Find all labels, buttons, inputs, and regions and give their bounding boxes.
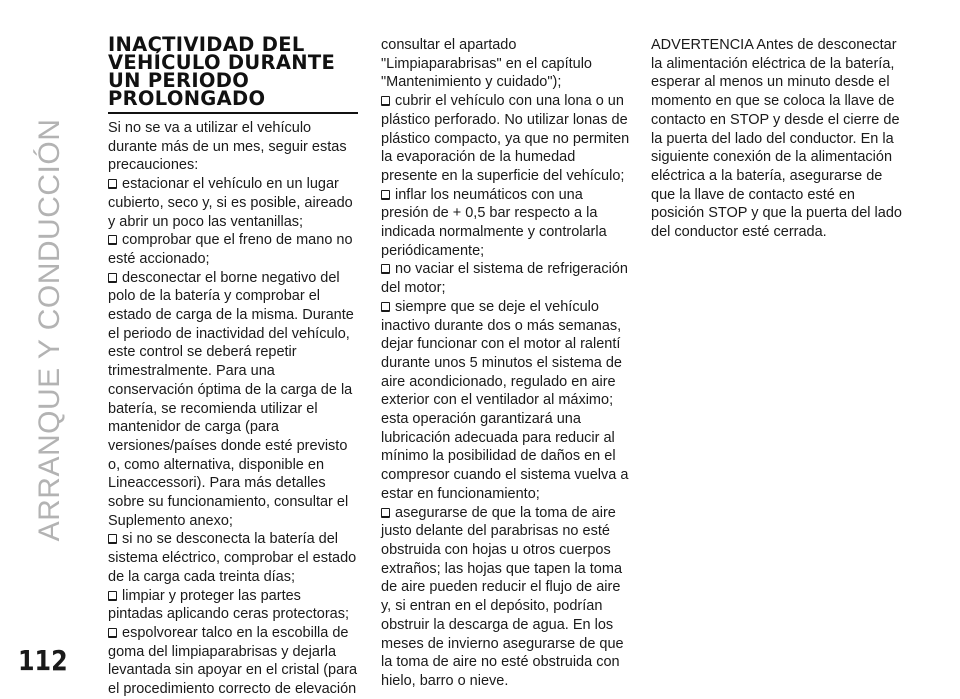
warning-text: Antes de desconectar la alimentación eléctrica de la batería, esperar al menos un minuto desde el momento en que se coloca la llave de contacto en STOP y desde el cierre de la puerta del lado del conductor. En la siguiente conexión de la alimentación eléctrica a la batería, asegurarse de que la llave de contacto esté en posición STOP y que la puerta del lado del conductor esté cerrada.	[651, 37, 902, 241]
bullet-item: comprobar que el freno de mano no esté accionado;	[108, 231, 358, 268]
page-number: 112	[18, 644, 68, 677]
bullet-item: cubrir el vehículo con una lona o un plástico perforado. No utilizar lonas de plástico compacto, ya que no permiten la evaporación de la humedad presente en la superficie del vehículo;	[381, 93, 630, 184]
section-heading: INACTIVIDAD DEL VEHÍCULO DURANTE UN PERIODO PROLONGADO	[108, 36, 358, 114]
bullet-item: siempre que se deje el vehículo inactivo durante dos o más semanas, dejar funcionar con el motor al ralentí durante unos 5 minutos el sistema de aire acondicionado, regulado en aire exterior con el ventilador al máximo; esta operación garantizará una lubricación adecuada para reducir al mínimo la posibilidad de daños en el compresor cuando el sistema vuelva a estar en funcionamiento;	[381, 298, 631, 504]
bullet-item: desconectar el borne negativo del polo de la batería y comprobar el estado de carga de la misma. Durante el periodo de inactividad del vehículo, este control se deberá repetir trimestralmente. Para una conservación óptima de la carga de la batería, se recomienda utilizar el mantenidor de carga (para versiones/países donde esté previsto o, como alternativa, disponible en Lineaccessori). Para más detalles sobre su funcionamiento, consultar el Suplemento anexo;	[108, 269, 358, 531]
intro-paragraph: Si no se va a utilizar el vehículo durante más de un mes, seguir estas precauciones:	[108, 120, 347, 174]
continuation-paragraph: consultar el apartado "Limpiaparabrisas" en el capítulo "Mantenimiento y cuidado");	[381, 37, 592, 91]
warning-block	[651, 36, 906, 242]
bullet-item: estacionar el vehículo en un lugar cubierto, seco y, si es posible, aireado y abrir un poco las ventanillas;	[108, 175, 358, 231]
bullet-item: si no se desconecta la batería del sistema eléctrico, comprobar el estado de la carga cada treinta días;	[108, 531, 357, 585]
column-1	[108, 33, 358, 699]
bullet-item: inflar los neumáticos con una presión de + 0,5 bar respecto a la indicada normalmente y controlarla periódicamente;	[381, 186, 631, 261]
column-3	[651, 36, 906, 242]
bullet-item: limpiar y proteger las partes pintadas aplicando ceras protectoras;	[108, 587, 358, 624]
bullet-item: no vaciar el sistema de refrigeración del motor;	[381, 260, 631, 297]
bullet-item: asegurarse de que la toma de aire justo delante del parabrisas no esté obstruida con hojas u otros cuerpos extraños; las hojas que tapen la toma de aire pueden reducir el flujo de aire y, si entran en el depósito, podrían obstruir la descarga de agua. En los meses de invierno asegurarse de que la toma de aire no esté obstruida con hielo, barro o nieve.	[381, 504, 631, 691]
warning-title: ADVERTENCIA	[651, 37, 754, 53]
column-2	[381, 36, 631, 691]
bullet-item: espolvorear talco en la escobilla de goma del limpiaparabrisas y dejarla levantada sin apoyar en el cristal (para el procedimiento correcto de elevación	[108, 624, 358, 698]
chapter-side-title: ARRANQUE Y CONDUCCIÓN	[33, 118, 66, 542]
